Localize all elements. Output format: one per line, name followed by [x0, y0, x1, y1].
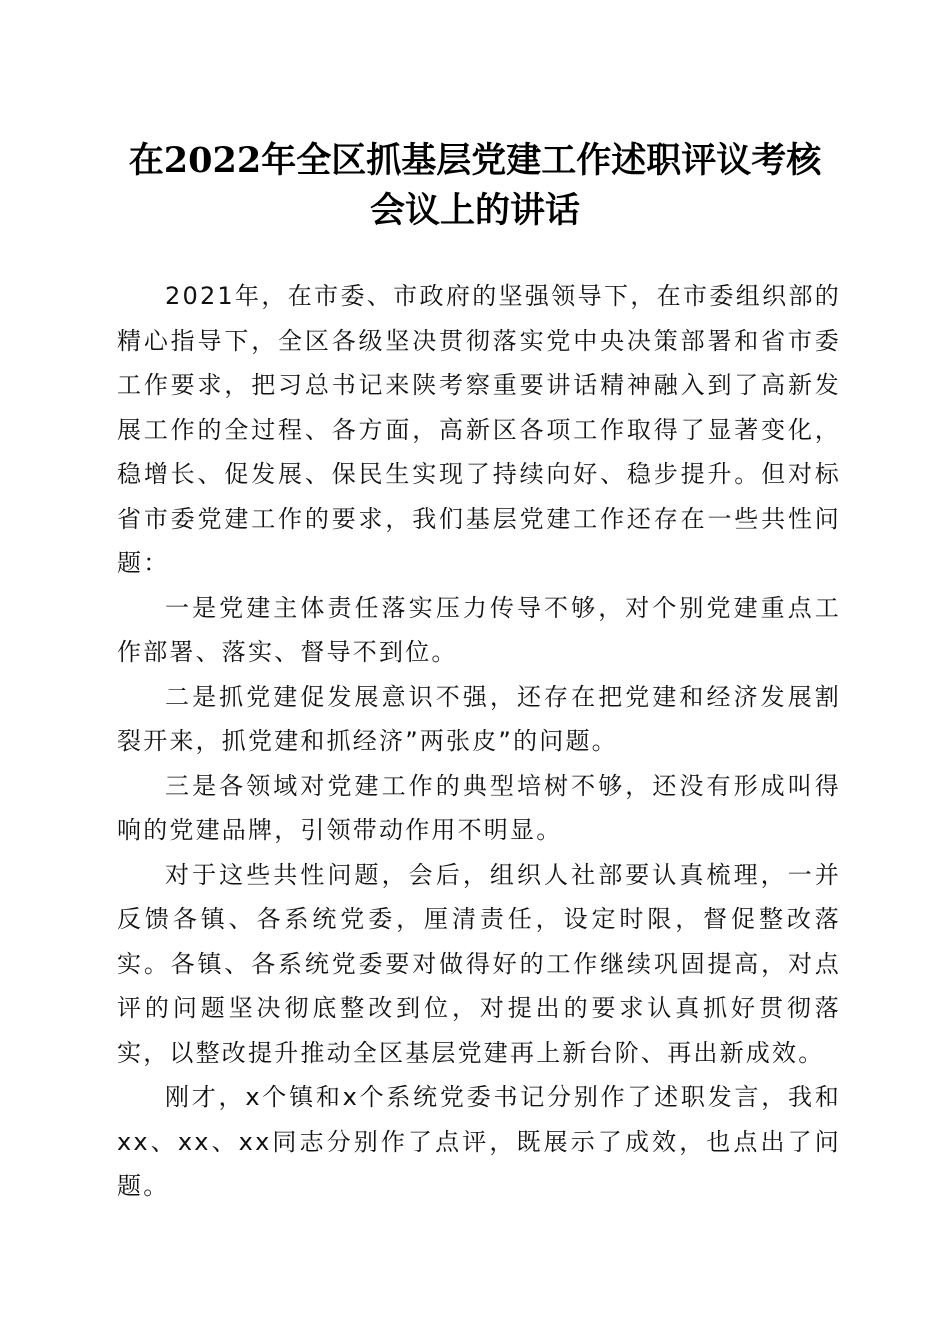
document-title: [100, 136, 850, 236]
title-line-1: 在2022年全区抓基层党建工作述职评议考核: [128, 140, 822, 181]
body-paragraph-issue-2: 二是抓党建促发展意识不强，还存在把党建和经济发展割裂开来，抓党建和抓经济”两张皮”的问题。: [117, 682, 841, 755]
body-paragraph-review: 刚才，x个镇和x个系统党委书记分别作了述职发言，我和xx、xx、xx同志分别作了点评，既展示了成效，也点出了问题。: [117, 1083, 841, 1200]
body-paragraph-issue-3: 三是各领域对党建工作的典型培树不够，还没有形成叫得响的党建品牌，引领带动作用不明显。: [117, 771, 841, 844]
body-paragraph-issue-1: 一是党建主体责任落实压力传导不够，对个别党建重点工作部署、落实、督导不到位。: [117, 593, 841, 666]
body-paragraph-intro: 2021年，在市委、市政府的坚强领导下，在市委组织部的精心指导下，全区各级坚决贯彻落实党中央决策部署和省市委工作要求，把习总书记来陕考察重要讲话精神融入到了高新发展工作的全过程、各方面，高新区各项工作取得了显著变化，稳增长、促发展、保民生实现了持续向好、稳步提升。但对标省市委党建工作的要求，我们基层党建工作还存在一些共性问题：: [117, 282, 841, 577]
body-paragraph-rectification: 对于这些共性问题，会后，组织人社部要认真梳理，一并反馈各镇、各系统党委，厘清责任，设定时限，督促整改落实。各镇、各系统党委要对做得好的工作继续巩固提高，对点评的问题坚决彻底整改到位，对提出的要求认真抓好贯彻落实，以整改提升推动全区基层党建再上新台阶、再出新成效。: [117, 860, 841, 1067]
document-body: [117, 274, 841, 1209]
title-line-2: 会议上的讲话: [369, 190, 580, 231]
